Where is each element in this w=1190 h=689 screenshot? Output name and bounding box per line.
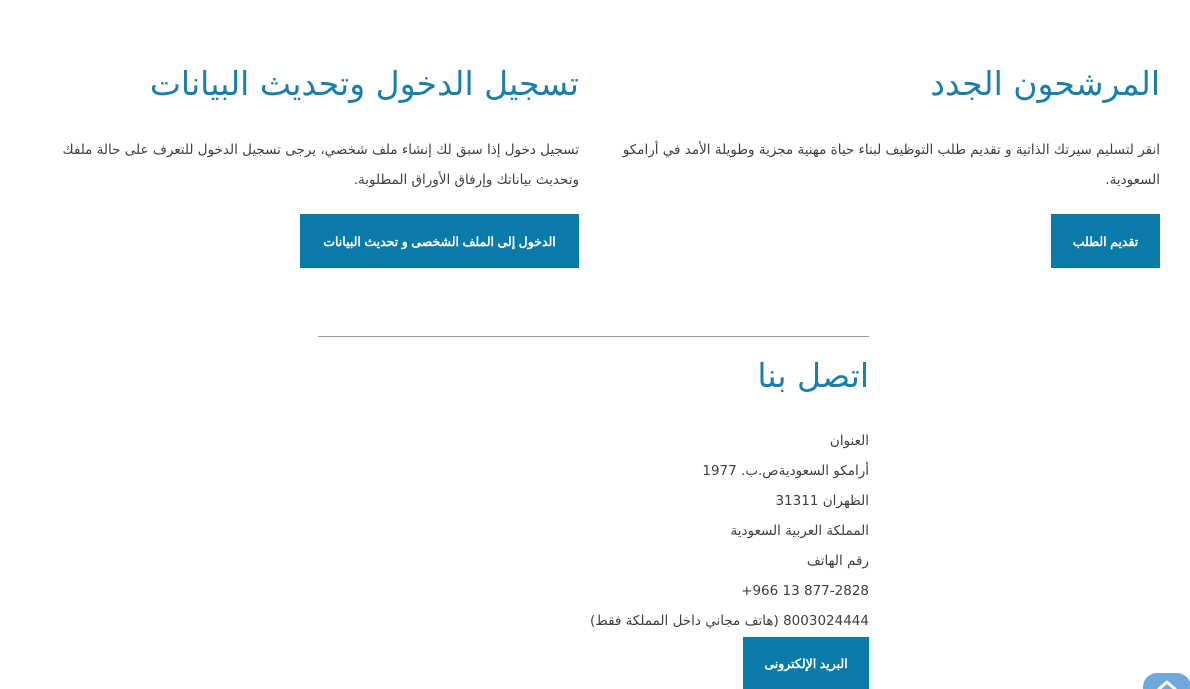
login-title: تسجيل الدخول وتحديث البيانات <box>149 64 579 103</box>
address-city: الظهران 31311 <box>775 493 869 509</box>
email-button[interactable]: البريد الإلكترونى <box>743 637 869 689</box>
new-candidates-section <box>600 60 1160 249</box>
toll-free-number: 8003024444 (هاتف مجاني داخل المملكة فقط) <box>590 613 869 629</box>
address-country: المملكة العربية السعودية <box>730 523 869 539</box>
new-candidates-title: المرشحون الجدد <box>930 64 1160 103</box>
login-text: تسجيل دخول إذا سبق لك إنشاء ملف شخصي، يرجى تسجيل الدخول للتعرف على حالة ملفك وتحديث بياناتك وإرفاق الأوراق المطلوبة. <box>62 142 579 188</box>
address-label: العنوان <box>829 433 869 449</box>
chevron-up-icon <box>1156 679 1178 689</box>
phone-number: +966 13 877-2828 <box>741 583 869 599</box>
address-po-box: أرامكو السعوديةص.ب. 1977 <box>702 463 869 479</box>
new-candidates-text: انقر لتسليم سيرتك الذاتية و تقديم طلب التوظيف لبناء حياة مهنية مجزية وطويلة الأمد في أرامكو السعودية. <box>622 142 1160 188</box>
contact-title: اتصل بنا <box>757 356 869 395</box>
scroll-top-tab[interactable] <box>1143 673 1190 689</box>
contact-details <box>318 426 869 636</box>
section-divider <box>318 336 869 337</box>
login-section <box>51 60 579 249</box>
contact-section <box>318 350 869 671</box>
login-profile-button[interactable]: الدخول إلى الملف الشخصى و تحديث البيانات <box>300 214 579 268</box>
apply-button[interactable]: تقديم الطلب <box>1051 214 1160 268</box>
phone-label: رقم الهاتف <box>806 553 869 569</box>
